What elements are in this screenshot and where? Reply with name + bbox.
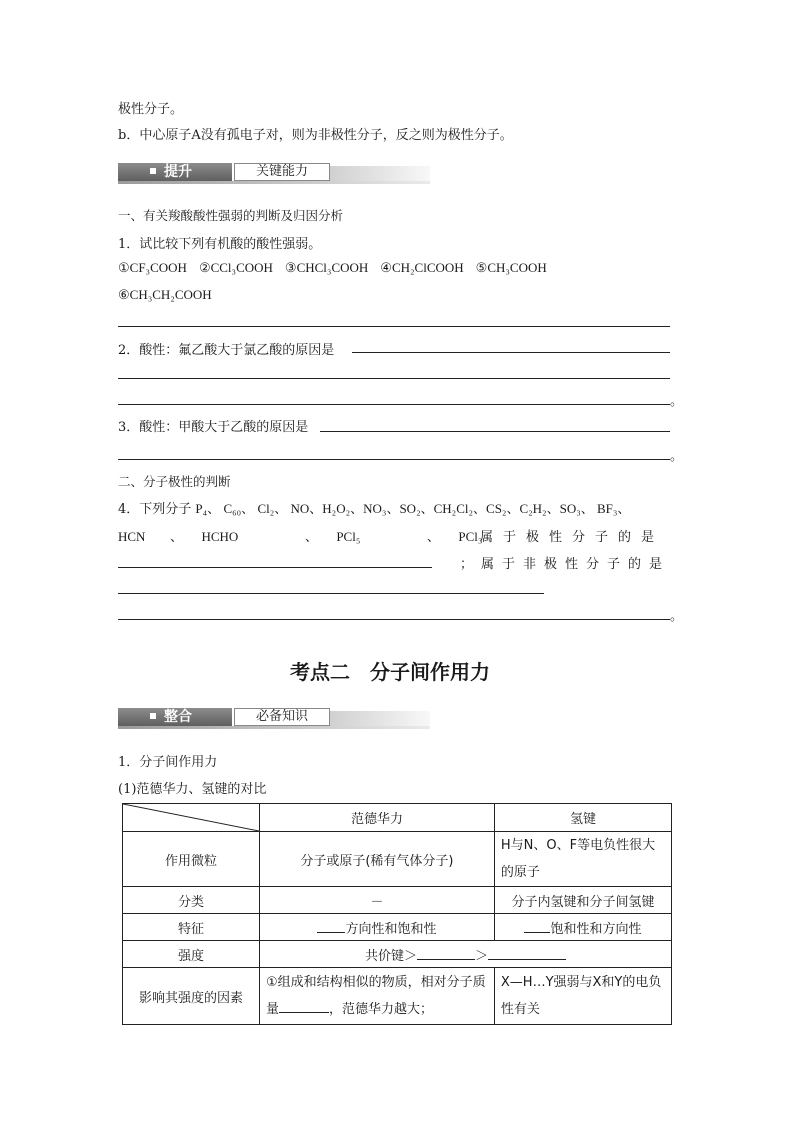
subsection-heading: 1．分子间作用力 xyxy=(118,755,218,770)
section-banner-knowledge xyxy=(118,705,430,729)
table-row xyxy=(123,914,672,941)
acid-list xyxy=(118,260,547,276)
question-4 xyxy=(118,498,678,517)
cell-hbond: X—H…Y强弱与X和Y的电负性有关 xyxy=(494,968,671,1025)
banner-dark-label: 提升 xyxy=(164,164,192,180)
molecule: H₂O₂、 xyxy=(322,501,364,516)
cell-text: ，范德华力越大； xyxy=(329,1002,434,1017)
row-label: 特征 xyxy=(123,914,260,941)
cell-hbond: 分子内氢键和分子间氢键 xyxy=(494,887,671,914)
subsection-sub: (1)范德华力、氢键的对比 xyxy=(118,782,267,797)
fill-blank xyxy=(417,959,475,960)
molecule: HCHO xyxy=(201,529,239,544)
cell-vdw: 分子或原子(稀有气体分子) xyxy=(260,832,495,887)
cell-vdw xyxy=(260,914,495,941)
table-row xyxy=(123,941,672,968)
nonpolar-label: ；属于非极性分子的是 xyxy=(460,557,671,572)
cell-text: ①组成和结构相似的物质，相对分子质量 xyxy=(266,975,486,1017)
separator: 、 xyxy=(426,529,440,544)
molecule: CH₂Cl₂、 xyxy=(433,501,487,516)
table-row xyxy=(123,832,672,887)
period: 。 xyxy=(670,609,684,624)
row-label: 作用微粒 xyxy=(123,832,260,887)
row-label: 强度 xyxy=(123,941,260,968)
question-2: 2．酸性：氟乙酸大于氯乙酸的原因是 xyxy=(118,343,335,358)
fill-blank xyxy=(317,932,345,933)
molecule: C₆₀、 xyxy=(223,501,255,516)
diagonal-line xyxy=(123,804,259,831)
cell-text: 共价键＞ xyxy=(364,948,417,964)
table-row xyxy=(123,887,672,914)
cell-text: ＞ xyxy=(475,948,489,964)
header-vdw: 范德华力 xyxy=(260,804,495,832)
answer-line xyxy=(118,567,432,568)
molecule: BF₃、 xyxy=(597,501,631,516)
diagonal-corner-cell xyxy=(123,804,260,832)
rule-b-text: b．中心原子A没有孤电子对，则为非极性分子，反之则为极性分子。 xyxy=(118,128,513,143)
comparison-table xyxy=(122,803,672,1025)
acid-item: ⑤CH₃COOH xyxy=(475,260,547,275)
continuation-text: 极性分子。 xyxy=(118,102,184,117)
banner-light-label: 必备知识 xyxy=(234,708,330,726)
molecule: P₄、 xyxy=(195,501,221,516)
acid-item: ④CH₂ClCOOH xyxy=(380,260,464,275)
fill-blank xyxy=(524,932,550,933)
molecule: SO₃、 xyxy=(559,501,594,516)
fill-blank xyxy=(279,1012,329,1013)
molecule: HCN xyxy=(118,529,146,544)
separator: 、 xyxy=(304,529,318,544)
answer-line xyxy=(320,431,670,432)
cell-hbond xyxy=(494,914,671,941)
molecule: PCl₅ xyxy=(336,529,361,544)
separator: 、 xyxy=(169,529,183,544)
cell-text: 方向性和饱和性 xyxy=(345,921,437,937)
section-heading: 二、分子极性的判断 xyxy=(118,474,231,489)
square-bullet-icon xyxy=(150,168,156,174)
molecule: Cl₂、 xyxy=(257,501,288,516)
fill-blank xyxy=(488,959,566,960)
molecule: PCl₃ xyxy=(458,529,483,544)
answer-line xyxy=(118,326,670,327)
molecule: NO₃、 xyxy=(363,501,400,516)
q4-intro: 4．下列分子 xyxy=(118,502,192,517)
table-header-row xyxy=(123,804,672,832)
acid-item: ③CHCl₃COOH xyxy=(284,260,369,275)
answer-line xyxy=(118,619,670,620)
molecule: SO₂、 xyxy=(399,501,434,516)
answer-line xyxy=(118,593,544,594)
acid-item: ①CF₃COOH xyxy=(118,260,187,275)
table-row xyxy=(123,968,672,1025)
molecule: NO、 xyxy=(290,501,323,516)
square-bullet-icon xyxy=(150,713,156,719)
answer-line xyxy=(118,404,670,405)
molecule-line-2 xyxy=(118,526,482,545)
cell-vdw xyxy=(260,968,495,1025)
cell-hbond: H与N、O、F等电负性很大的原子 xyxy=(494,832,671,887)
question-1: 1．试比较下列有机酸的酸性强弱。 xyxy=(118,237,322,252)
polar-label: 属于极性分子的是 xyxy=(480,530,665,545)
section-title: 考点二 分子间作用力 xyxy=(290,660,490,684)
section-heading: 一、有关羧酸酸性强弱的判断及归因分析 xyxy=(118,208,344,223)
banner-light-label: 关键能力 xyxy=(234,163,330,181)
cell-strength xyxy=(260,941,672,968)
row-label: 影响其强度的因素 xyxy=(123,968,260,1025)
acid-item: ⑥CH₃CH₂COOH xyxy=(118,287,212,302)
molecule: CS₂、 xyxy=(486,501,520,516)
question-3: 3．酸性：甲酸大于乙酸的原因是 xyxy=(118,420,309,435)
period: 。 xyxy=(670,394,684,409)
answer-line xyxy=(352,352,670,353)
period: 。 xyxy=(670,449,684,464)
row-label: 分类 xyxy=(123,887,260,914)
molecule: C₂H₂、 xyxy=(519,501,560,516)
section-banner-ability xyxy=(118,160,430,184)
header-hbond: 氢键 xyxy=(494,804,671,832)
answer-line xyxy=(118,378,670,379)
banner-dark-label: 整合 xyxy=(164,709,192,725)
answer-line xyxy=(118,459,670,460)
cell-vdw: － xyxy=(260,887,495,914)
cell-text: 饱和性和方向性 xyxy=(550,921,642,937)
acid-item: ②CCl₃COOH xyxy=(198,260,273,275)
